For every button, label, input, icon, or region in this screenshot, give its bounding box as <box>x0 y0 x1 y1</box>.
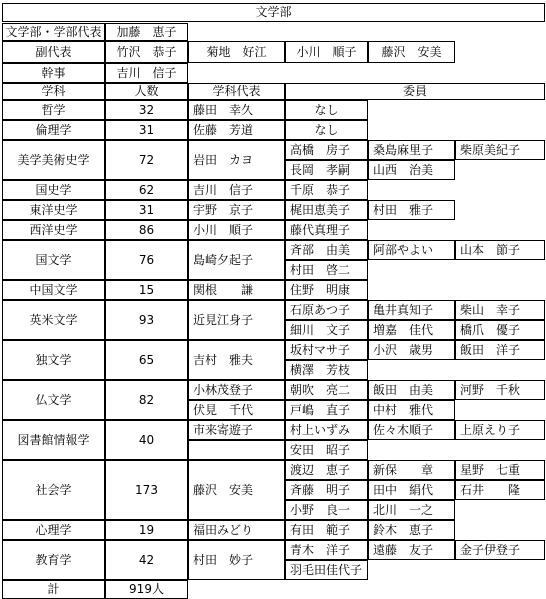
dept-name: 東洋史学 <box>2 200 105 220</box>
column-header-count: 人数 <box>105 83 188 100</box>
member-name: 石原あつ子 <box>285 300 368 320</box>
member-name: 飯田 由美 <box>368 380 455 400</box>
member-name: 渡辺 恵子 <box>285 460 368 480</box>
member-name: なし <box>285 100 368 120</box>
dept-name: 独文学 <box>2 340 105 380</box>
member-name: 新保 章 <box>368 460 455 480</box>
vice-name: 藤沢 安美 <box>368 41 455 63</box>
column-header-rep: 学科代表 <box>188 83 285 100</box>
member-name: 亀井真知子 <box>368 300 455 320</box>
member-name: 細川 文子 <box>285 320 368 340</box>
page-title: 文学部 <box>2 3 545 22</box>
column-header-dept: 学科 <box>2 83 105 100</box>
dept-name: 倫理学 <box>2 120 105 140</box>
dept-name: 哲学 <box>2 100 105 120</box>
member-name: 橋爪 優子 <box>455 320 545 340</box>
dept-count: 31 <box>105 200 188 220</box>
member-name: 梶田恵美子 <box>285 200 368 220</box>
dept-count: 76 <box>105 240 188 280</box>
member-name: 中村 雅代 <box>368 400 455 420</box>
dept-count: 65 <box>105 340 188 380</box>
dept-name: 社会学 <box>2 460 105 520</box>
dept-count: 93 <box>105 300 188 340</box>
member-name: 山西 治美 <box>368 160 455 180</box>
table-cell <box>188 440 285 460</box>
member-name: 石井 隆 <box>455 480 545 500</box>
dept-name: 教育学 <box>2 540 105 580</box>
dept-name: 美学美術史学 <box>2 140 105 180</box>
member-name: 山本 節子 <box>455 240 545 260</box>
member-name: 村田 雅子 <box>368 200 455 220</box>
dept-name: 図書館情報学 <box>2 420 105 460</box>
member-name: 上原えり子 <box>455 420 545 440</box>
member-name: 羽毛田佳代子 <box>285 560 368 580</box>
dept-name: 仏文学 <box>2 380 105 420</box>
total-count: 919人 <box>105 580 188 599</box>
dept-rep: 小林茂登子 <box>188 380 285 400</box>
column-header-members: 委員 <box>285 83 545 100</box>
member-name: 柴山 幸子 <box>455 300 545 320</box>
member-name: 朝吹 亮二 <box>285 380 368 400</box>
dept-name: 中国文学 <box>2 280 105 300</box>
dept-rep: 伏見 千代 <box>188 400 285 420</box>
member-name: 増嘉 佳代 <box>368 320 455 340</box>
member-name: 小沢 歳男 <box>368 340 455 360</box>
member-name: 村田 啓二 <box>285 260 368 280</box>
member-name: 柴原美紀子 <box>455 140 545 160</box>
member-name: 村上いずみ <box>285 420 368 440</box>
dept-rep: 関根 謙 <box>188 280 285 300</box>
dept-count: 42 <box>105 540 188 580</box>
member-name: 鈴木 恵子 <box>368 520 455 540</box>
member-name: 戸嶋 直子 <box>285 400 368 420</box>
dept-count: 62 <box>105 180 188 200</box>
member-name: 坂村マサ子 <box>285 340 368 360</box>
dept-count: 40 <box>105 420 188 460</box>
member-name: 斉部 由美 <box>285 240 368 260</box>
member-name: 河野 千秋 <box>455 380 545 400</box>
member-name: 千原 恭子 <box>285 180 368 200</box>
dept-count: 32 <box>105 100 188 120</box>
dept-name: 西洋史学 <box>2 220 105 240</box>
member-name: 有田 範子 <box>285 520 368 540</box>
dean-name: 加藤 恵子 <box>105 23 188 41</box>
dept-rep: 小川 順子 <box>188 220 285 240</box>
vice-name: 竹沢 恭子 <box>105 41 188 63</box>
vice-name: 菊地 好江 <box>188 41 285 63</box>
dept-count: 72 <box>105 140 188 180</box>
member-name: 藤代真理子 <box>285 220 368 240</box>
dept-rep: 吉村 雅夫 <box>188 340 285 380</box>
dept-count: 173 <box>105 460 188 520</box>
member-name: 田中 絹代 <box>368 480 455 500</box>
secretary-name: 吉川 信子 <box>105 63 188 83</box>
dept-rep: 佐藤 芳道 <box>188 120 285 140</box>
dept-name: 英米文学 <box>2 300 105 340</box>
member-name: なし <box>285 120 368 140</box>
dept-rep: 宇野 京子 <box>188 200 285 220</box>
dept-name: 国史学 <box>2 180 105 200</box>
dept-rep: 市来寄遊子 <box>188 420 285 440</box>
secretary-label: 幹事 <box>2 63 105 83</box>
dept-count: 19 <box>105 520 188 540</box>
vice-name: 小川 順子 <box>285 41 368 63</box>
dept-count: 31 <box>105 120 188 140</box>
member-name: 長岡 孝嗣 <box>285 160 368 180</box>
member-name: 遠藤 友子 <box>368 540 455 560</box>
dept-rep: 近見江身子 <box>188 300 285 340</box>
member-name: 横澤 芳枝 <box>285 360 368 380</box>
dept-count: 15 <box>105 280 188 300</box>
member-name: 桑島麻里子 <box>368 140 455 160</box>
member-name: 小野 良一 <box>285 500 368 520</box>
total-label: 計 <box>2 580 105 599</box>
member-name: 斉藤 明子 <box>285 480 368 500</box>
dept-rep: 吉川 信子 <box>188 180 285 200</box>
member-name: 星野 七重 <box>455 460 545 480</box>
dept-rep: 村田 妙子 <box>188 540 285 580</box>
member-name: 佐々木順子 <box>368 420 455 440</box>
dept-name: 国文学 <box>2 240 105 280</box>
member-name: 北川 一之 <box>368 500 455 520</box>
member-name: 住野 明康 <box>285 280 368 300</box>
dept-name: 心理学 <box>2 520 105 540</box>
member-name: 青木 洋子 <box>285 540 368 560</box>
dept-count: 86 <box>105 220 188 240</box>
dean-label: 文学部・学部代表 <box>2 23 105 41</box>
dept-rep: 福田みどり <box>188 520 285 540</box>
dept-rep: 岩田 カヨ <box>188 140 285 180</box>
member-name: 阿部やよい <box>368 240 455 260</box>
dept-rep: 藤沢 安美 <box>188 460 285 520</box>
member-name: 安田 昭子 <box>285 440 368 460</box>
member-name: 高橋 房子 <box>285 140 368 160</box>
vice-label: 副代表 <box>2 41 105 63</box>
dept-rep: 島崎夕起子 <box>188 240 285 280</box>
dept-count: 82 <box>105 380 188 420</box>
member-name: 飯田 洋子 <box>455 340 545 360</box>
member-name: 金子伊登子 <box>455 540 545 560</box>
dept-rep: 藤田 幸久 <box>188 100 285 120</box>
